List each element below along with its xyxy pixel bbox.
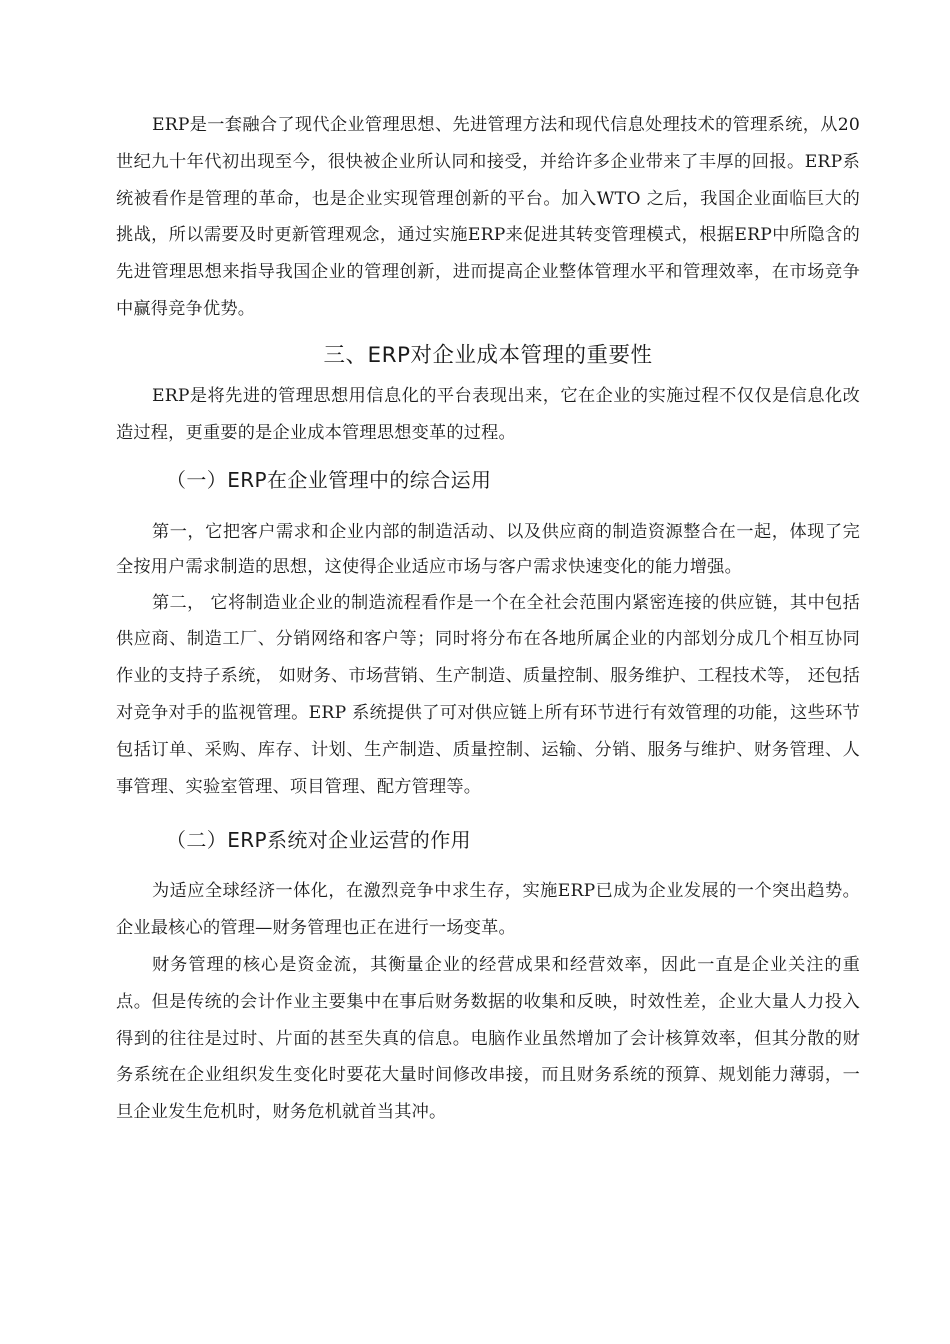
subsection-heading-comprehensive-use: （一）ERP在企业管理中的综合运用 [166, 468, 492, 493]
paragraph-first-point: 第一，它把客户需求和企业内部的制造活动、以及供应商的制造资源整合在一起，体现了完全按用户需求制造的思想，这使得企业适应市场与客户需求快速变化的能力增强。 [116, 522, 860, 577]
paragraph-financial-management: 财务管理的核心是资金流，其衡量企业的经营成果和经营效率，因此一直是企业关注的重点。但是传统的会计作业主要集中在事后财务数据的收集和反映，时效性差，企业大量人力投入得到的往往是过时、片面的甚至失真的信息。电脑作业虽然增加了会计核算效率，但其分散的财务系统在企业组织发生变化时要花大量时间修改串接，而且财务系统的预算、规划能力薄弱，一旦企业发生危机时，财务危机就首当其冲。 [116, 954, 860, 1123]
paragraph-erp-platform: ERP是将先进的管理思想用信息化的平台表现出来，它在企业的实施过程不仅仅是信息化改造过程，更重要的是企业成本管理思想变革的过程。 [116, 385, 860, 443]
document-page [116, 107, 860, 1131]
paragraph-globalization: 为适应全球经济一体化，在激烈竞争中求生存，实施ERP已成为企业发展的一个突出趋势。企业最核心的管理—财务管理也正在进行一场变革。 [116, 881, 860, 939]
paragraph-erp-intro: ERP是一套融合了现代企业管理思想、先进管理方法和现代信息处理技术的管理系统，从20 世纪九十年代初出现至今，很快被企业所认同和接受，并给许多企业带来了丰厚的回报。ERP系统被看作是管理的革命，也是企业实现管理创新的平台。加入WTO 之后，我国企业面临巨大的挑战，所以需要及时更新管理观念，通过实施ERP来促进其转变管理模式，根据ERP中所隐含的先进管理思想来指导我国企业的管理创新，进而提高企业整体管理水平和管理效率，在市场竞争中赢得竞争优势。 [116, 115, 860, 319]
paragraph-second-point: 第二， 它将制造业企业的制造流程看作是一个在全社会范围内紧密连接的供应链，其中包括供应商、制造工厂、分销网络和客户等；同时将分布在各地所属企业的内部划分成几个相互协同作业的支持子系统， 如财务、市场营销、生产制造、质量控制、服务维护、工程技术等， 还包括对竞争对手的监视管理。ERP 系统提供了可对供应链上所有环节进行有效管理的功能，这些环节包括订单、采购、库存、计划、生产制造、质量控制、运输、分销、服务与维护、财务管理、人事管理、实验室管理、项目管理、配方管理等。 [116, 592, 860, 797]
subsection-heading-operations-role: （二）ERP系统对企业运营的作用 [166, 828, 471, 853]
section-heading-cost-management: 三、ERP对企业成本管理的重要性 [323, 342, 653, 368]
